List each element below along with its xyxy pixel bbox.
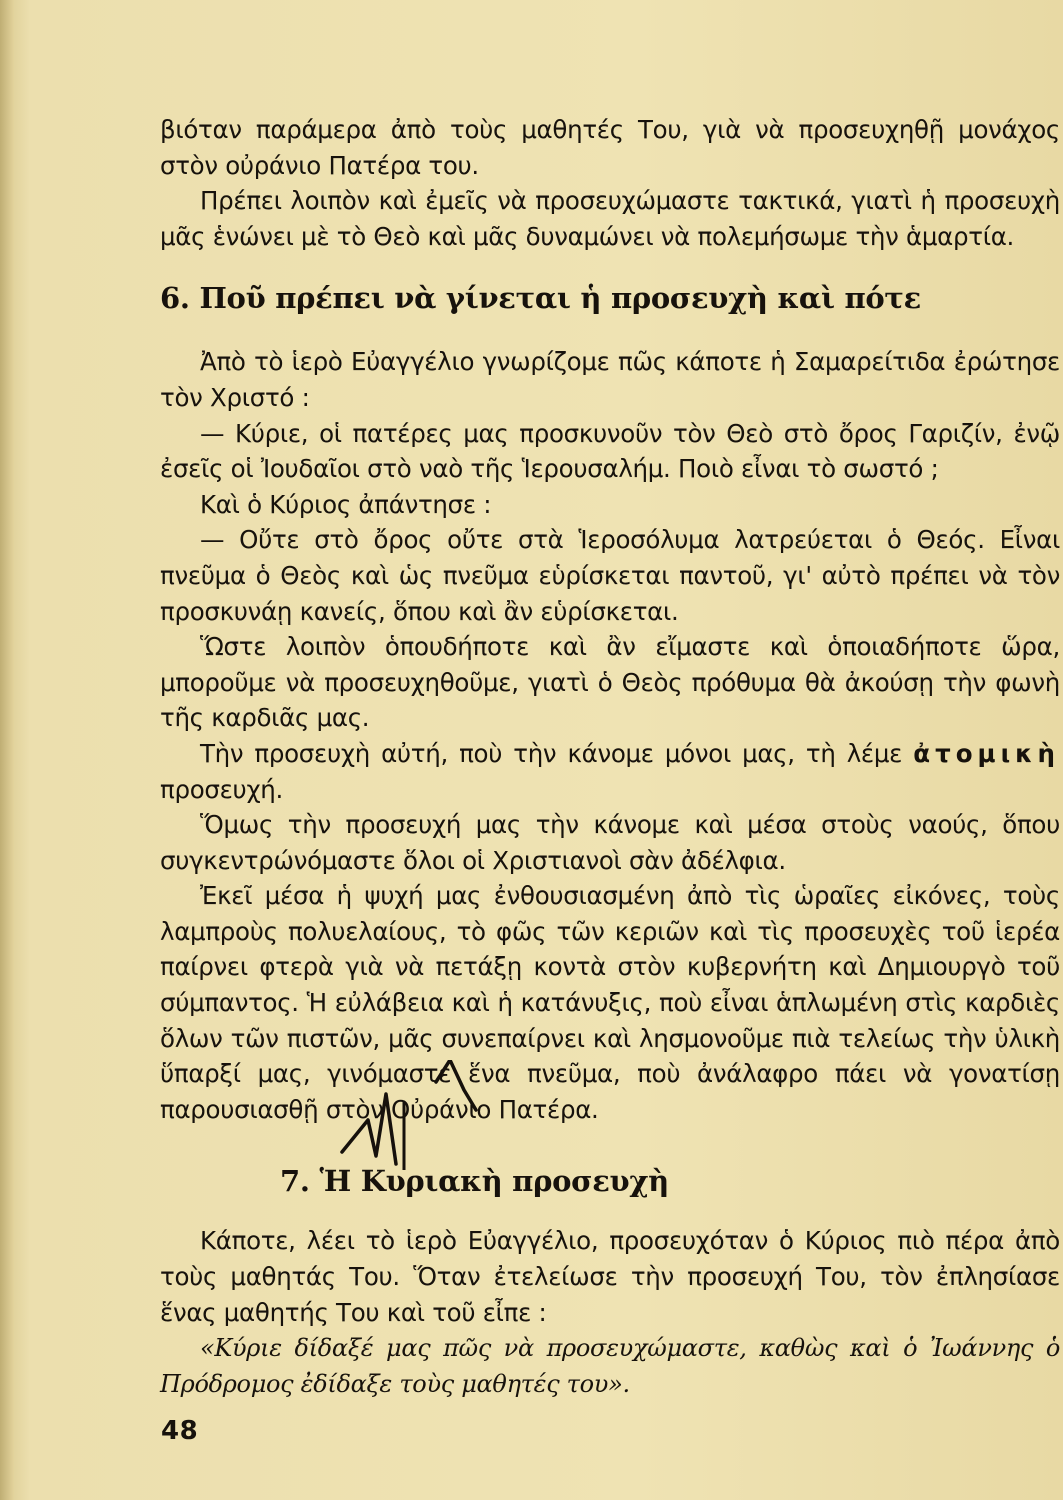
book-spine-shadow xyxy=(0,0,14,1500)
section-6-paragraph-1: Ἀπὸ τὸ ἱερὸ Εὐαγγέλιο γνωρίζομε πῶς κάποτε ἡ Σαμαρείτιδα ἐρώτησε τὸν Χριστό : xyxy=(160,347,1060,412)
intro-paragraph-1: βιόταν παράμερα ἀπὸ τοὺς μαθητές Του, γιὰ νὰ προσευχηθῇ μονάχος στὸν οὐράνιο Πατέρα του. xyxy=(160,115,1060,180)
page-number: 48 xyxy=(161,1416,199,1446)
intro-paragraph-2: Πρέπει λοιπὸν καὶ ἐμεῖς νὰ προσευχώμαστε τακτικά, γιατὶ ἡ προσευχὴ μᾶς ἑνώνει μὲ τὸ Θεὸ καὶ μᾶς δυναμώνει νὰ πολεμήσωμε τὴν ἁμαρτία. xyxy=(160,186,1060,251)
section-6-paragraph-3: Καὶ ὁ Κύριος ἀπάντησε : xyxy=(200,489,492,519)
section-6-paragraph-5: Ὥστε λοιπὸν ὁπουδήποτε καὶ ἂν εἴμαστε καὶ ὁποιαδήποτε ὥρα, μποροῦμε νὰ προσευχηθοῦμε, γιατὶ ὁ Θεὸς πρόθυμα θὰ ἀκούσῃ τὴν φωνὴ τῆς καρδιᾶς μας. xyxy=(160,632,1060,733)
section-7-heading: 7. Ἡ Κυριακὴ προσευχὴ xyxy=(280,1164,669,1199)
section-7-paragraph: Κάποτε, λέει τὸ ἱερὸ Εὐαγγέλιο, προσευχόταν ὁ Κύριος πιὸ πέρα ἀπὸ τοὺς μαθητάς Του. Ὅταν ἐτελείωσε τὴν προσευχή Του, τὸν ἐπλησίασε ἕνας μαθητής Του καὶ τοῦ εἶπε : xyxy=(160,1226,1060,1327)
atomiki-emphasis: ἀτομικὴ xyxy=(913,738,1060,768)
atomiki-text-after: προσευχή. xyxy=(160,774,284,804)
section-6-paragraph-2: — Κύριε, οἱ πατέρες μας προσκυνοῦν τὸν Θεὸ στὸ ὄρος Γαριζίν, ἐνῷ ἐσεῖς οἱ Ἰουδαῖοι στὸ ναὸ τῆς Ἱερουσαλήμ. Ποιὸ εἶναι τὸ σωστό ; xyxy=(160,418,1060,484)
section-6-paragraph-4: — Οὔτε στὸ ὄρος οὔτε στὰ Ἱεροσόλυμα λατρεύεται ὁ Θεός. Εἶναι πνεῦμα ὁ Θεὸς καὶ ὡς πνεῦμα εὑρίσκεται παντοῦ, γι' αὐτὸ πρέπει νὰ τὸν προσκυνάῃ κανείς, ὅπου καὶ ἂν εὑρίσκεται. xyxy=(160,525,1060,626)
section-6-paragraph-8: Ἐκεῖ μέσα ἡ ψυχή μας ἐνθουσιασμένη ἀπὸ τὶς ὡραῖες εἰκόνες, τοὺς λαμπροὺς πολυελαίους, τὸ φῶς τῶν κεριῶν καὶ τὶς προσευχὲς τοῦ ἱερέα παίρνει φτερὰ γιὰ νὰ πετάξῃ κοντὰ στὸν κυβερνήτη καὶ Δημιουργὸ τοῦ σύμπαντος. Ἡ εὐλάβεια καὶ ἡ κατάνυξις, ποὺ εἶναι ἁπλωμένη στὶς καρδιὲς ὅλων τῶν πιστῶν, μᾶς συνεπαίρνει καὶ λησμονοῦμε πιὰ τελείως τὴν ὑλικὴ ὕπαρξί μας, γινόμαστε ἕνα πνεῦμα, ποὺ ἀνάλαφρο πάει νὰ γονατίσῃ παρουσιασθῇ στὸν Οὐράνιο Πατέρα. xyxy=(160,881,1060,1124)
handwritten-lambda-mark-icon xyxy=(324,1060,484,1170)
section-6-paragraph-7: Ὅμως τὴν προσευχή μας τὴν κάνομε καὶ μέσα στοὺς ναούς, ὅπου συγκεντρώνόμαστε ὅλοι οἱ Χριστιανοὶ σὰν ἀδέλφια. xyxy=(160,810,1060,875)
atomiki-text-before: Τὴν προσευχὴ αὐτή, ποὺ τὴν κάνομε μόνοι μας, τὴ λέμε xyxy=(200,738,903,768)
section-6-paragraph-6 xyxy=(160,736,1060,807)
section-6-heading: 6. Ποῦ πρέπει νὰ γίνεται ἡ προσευχὴ καὶ πότε xyxy=(160,281,921,316)
page-text xyxy=(160,112,1060,1402)
section-7-verse: «Κύριε δίδαξέ μας πῶς νὰ προσευχώμαστε, καθὼς καὶ ὁ Ἰωάννης ὁ Πρόδρομος ἐδίδαξε τοὺς μαθητές του». xyxy=(160,1334,1060,1399)
